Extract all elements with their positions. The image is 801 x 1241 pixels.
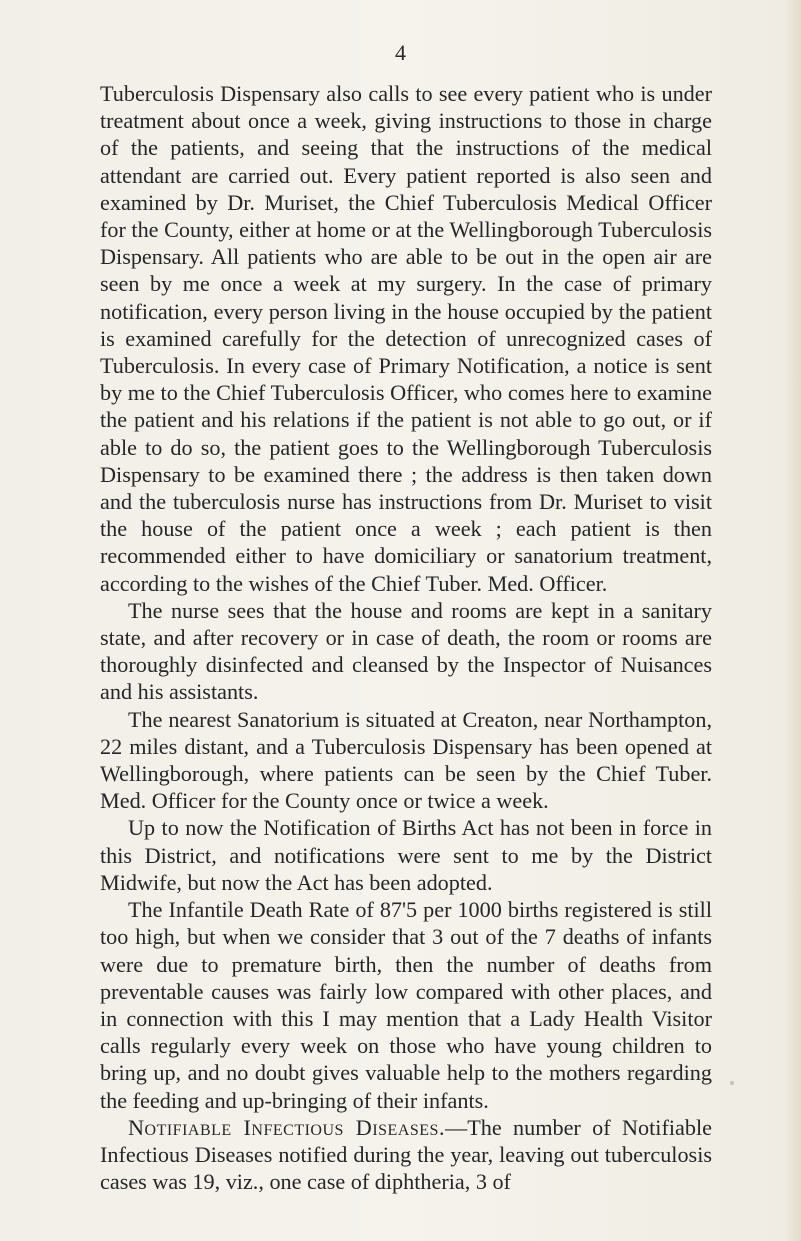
- paragraph-births-act: Up to now the Notification of Births Act has not been in force in this District, and notifications were sent to me by the District Midwife, but now the Act has been adopted.: [100, 815, 712, 895]
- page-number: 4: [395, 40, 406, 65]
- paragraph-nurse: The nurse sees that the house and rooms are kept in a sanitary state, and after recovery or in case of death, the room or rooms are thoroughly disinfected and cleansed by the Inspector of Nuisances and his assistants.: [100, 597, 712, 705]
- body-text: [100, 80, 712, 1195]
- section-text: —The number of Notifiable Infectious Diseases notified during the year, leaving out tuberculosis cases was 19, viz., one case of diphtheria, 3 of: [100, 1114, 712, 1195]
- section-heading: Notifiable Infectious Diseases.: [128, 1114, 445, 1140]
- paragraph-infantile-death-rate: The Infantile Death Rate of 87'5 per 1000 births registered is still too high, but when we consider that 3 out of the 7 deaths of infants were due to premature birth, then the number of deaths from preventable causes was fairly low compared with other places, and in connection with this I may mention that a Lady Health Visitor calls regularly every week on those who have young children to bring up, and no doubt gives valuable help to the mothers regarding the feeding and up-bringing of their infants.: [100, 897, 712, 1113]
- page-edge-shadow: [783, 0, 801, 1241]
- paragraph-tb-dispensary: Tuberculosis Dispensary also calls to see every patient who is under treatment about once a week, giving instructions to those in charge of the patients, and seeing that the instructions of the medical attendant are carried out. Every patient reported is also seen and examined by Dr. Muriset, the Chief Tuberculosis Medical Officer for the County, either at home or at the Wellingborough Tuberculosis Dispensary. All patients who are able to be out in the open air are seen by me once a week at my surgery. In the case of primary notification, every person living in the house occupied by the patient is examined carefully for the detection of unrecognized cases of Tuberculosis. In every case of Primary Notification, a notice is sent by me to the Chief Tuberculosis Officer, who comes here to examine the patient and his relations if the patient is not able to go out, or if able to do so, the patient goes to the Wellingborough Tuberculosis Dispensary to be examined there ; the address is then taken down and the tuberculosis nurse has instructions from Dr. Muriset to visit the house of the patient once a week ; each patient is then recommended either to have domiciliary or sanatorium treatment, according to the wishes of the Chief Tuber. Med. Officer.: [100, 81, 712, 596]
- paragraph-sanatorium: The nearest Sanatorium is situated at Creaton, near Northampton, 22 miles distant, and a Tuberculosis Dispensary has been opened at Wellingborough, where patients can be seen by the Chief Tuber. Med. Officer for the County once or twice a week.: [100, 706, 712, 814]
- paper-speck: [730, 1081, 734, 1085]
- paragraph-notifiable-diseases: [100, 1114, 712, 1196]
